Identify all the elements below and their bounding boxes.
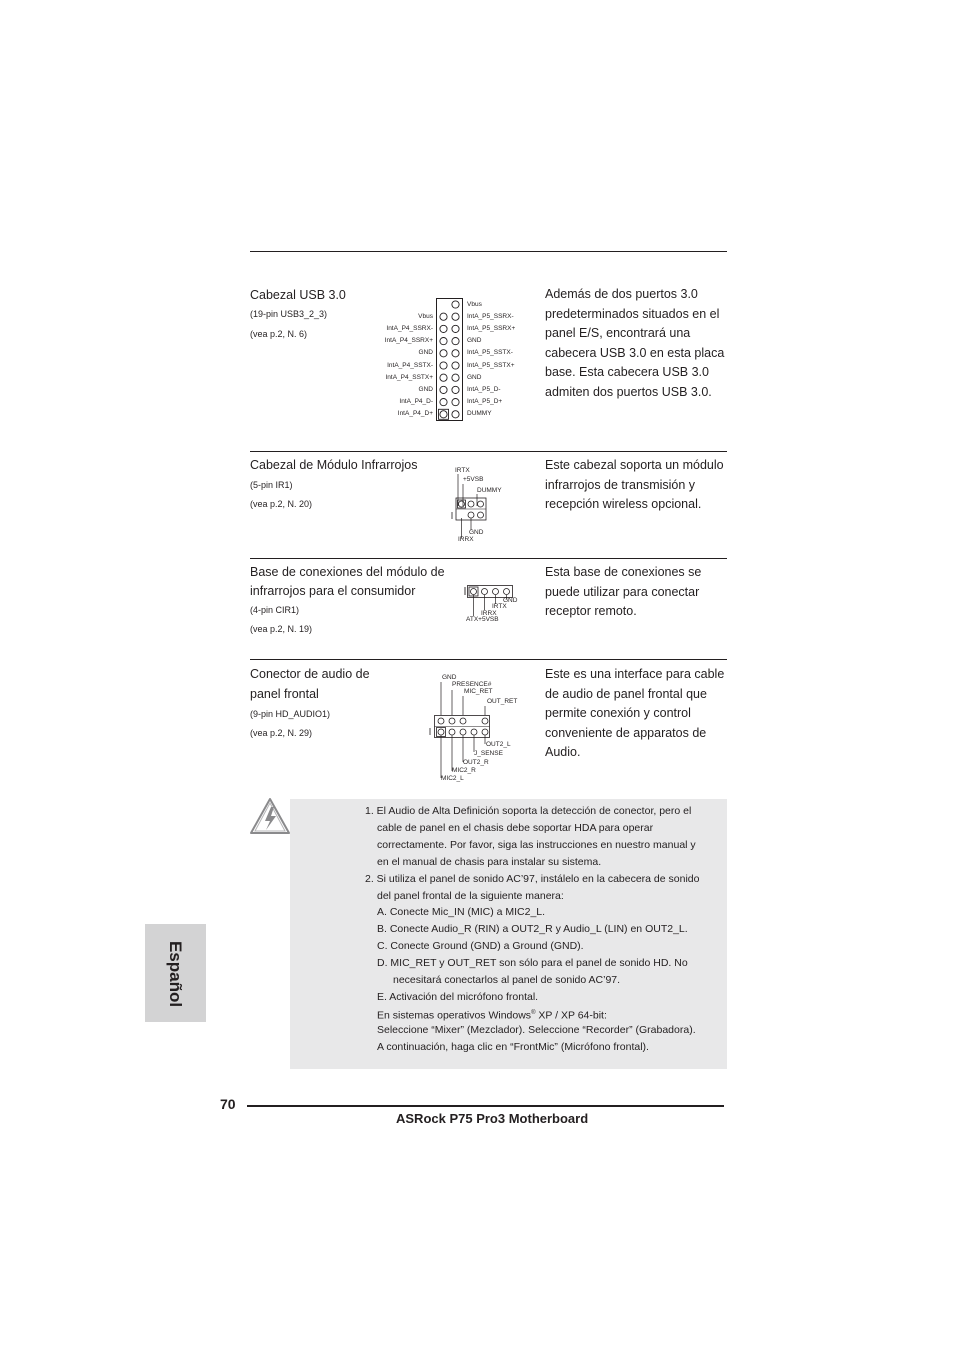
usb30-pins: (19-pin USB3_2_3) <box>250 309 328 319</box>
audio-label-out-ret: OUT_RET <box>487 698 518 705</box>
usb30-left-label: IntA_P4_SSTX+ <box>385 373 433 381</box>
usb30-left-label: IntA_P4_SSRX+ <box>384 337 433 345</box>
note-2-item-b: B. Conecte Audio_R (RIN) a OUT2_R y Audio_L (LIN) en OUT2_L. <box>377 923 688 935</box>
usb30-pin <box>452 350 459 357</box>
usb30-right-label: IntA_P5_SSTX- <box>467 349 513 357</box>
note-select-line: Seleccione “Mixer” (Mezclador). Seleccione “Recorder” (Grabadora). <box>377 1024 696 1036</box>
audio-label-gnd: GND <box>442 674 457 681</box>
note-2-line-2: del panel frontal de la siguiente manera: <box>377 890 564 902</box>
footer-rule <box>247 1105 724 1107</box>
note-1-line-1: 1. El Audio de Alta Definición soporta la detección de conector, pero el <box>365 805 692 817</box>
cir-label-irrx: IRRX <box>481 610 497 617</box>
note-2-item-c: C. Conecte Ground (GND) a Ground (GND). <box>377 940 584 952</box>
cir-title-line2: infrarrojos para el consumidor <box>250 584 416 598</box>
registered-mark: ® <box>531 1010 536 1016</box>
note-2-line-1: 2. Si utiliza el panel de sonido AC’97, instálelo en la cabecera de sonido <box>365 873 700 885</box>
audio-label-out2-r: OUT2_R <box>463 759 489 766</box>
usb30-right-label: GND <box>467 373 482 381</box>
usb30-left-label: GND <box>418 349 433 357</box>
usb30-title: Cabezal USB 3.0 <box>250 288 346 302</box>
usb30-pin <box>452 313 459 320</box>
usb30-pin <box>452 301 459 308</box>
note-2-item-e: E. Activación del micrófono frontal. <box>377 991 539 1003</box>
usb30-left-label: IntA_P4_SSTX- <box>387 361 433 369</box>
cir-description: Esta base de conexiones se puede utilizar para conectar receptor remoto. <box>545 565 702 618</box>
cir-label-atx5vsb: ATX+5VSB <box>466 616 499 623</box>
ir-label-irrx: IRRX <box>458 536 474 543</box>
usb30-pin <box>440 362 447 369</box>
cir-label-irtx: IRTX <box>492 603 507 610</box>
ir-label-irtx: IRTX <box>455 467 470 474</box>
usb30-pin <box>452 325 459 332</box>
section-rule-1 <box>250 451 727 452</box>
usb30-right-label: IntA_P5_SSRX- <box>467 312 514 320</box>
ir-label-gnd: GND <box>469 529 484 536</box>
note-2-item-a: A. Conecte Mic_IN (MIC) a MIC2_L. <box>377 906 546 918</box>
usb30-pin <box>440 386 447 393</box>
audio-title-line2: panel frontal <box>250 687 319 701</box>
ir-pins: (5-pin IR1) <box>250 480 293 490</box>
language-tab-label: Español <box>166 940 185 1008</box>
usb30-right-label: DUMMY <box>467 410 492 418</box>
header-rule <box>250 251 727 252</box>
usb30-pin <box>440 374 447 381</box>
usb30-description: Además de dos puertos 3.0 predeterminados situados en el panel E/S, encontrará una cabecera USB 3.0 en esta placa base. Esta cabecera USB 3.0 admiten dos puertos USB 3.0. <box>545 287 725 399</box>
usb30-pin <box>440 350 447 357</box>
audio-label-mic2-r: MIC2_R <box>452 767 476 774</box>
usb30-ref: (vea p.2, N. 6) <box>250 329 308 339</box>
footer-brand: ASRock P75 Pro3 Motherboard <box>396 1111 589 1126</box>
audio-pins: (9-pin HD_AUDIO1) <box>250 709 331 719</box>
usb30-pin <box>452 411 459 418</box>
note-2-item-d-line-1: D. MIC_RET y OUT_RET son sólo para el panel de sonido HD. No <box>377 957 688 969</box>
audio-label-out2-l: OUT2_L <box>486 741 511 748</box>
usb30-left-label: GND <box>418 385 433 393</box>
note-continue-line: A continuación, haga clic en “FrontMic” (Micrófono frontal). <box>377 1041 649 1053</box>
cir-label-gnd: GND <box>503 597 518 604</box>
ir-label-5vsb: +5VSB <box>463 476 484 483</box>
audio-label-mic-ret: MIC_RET <box>464 688 493 695</box>
usb30-pin <box>452 386 459 393</box>
usb30-left-label: IntA_P4_SSRX- <box>386 324 433 332</box>
note-1-line-2: cable de panel en el chasis debe soportar HDA para operar <box>377 822 654 834</box>
usb30-pin <box>440 325 447 332</box>
usb30-pin <box>452 338 459 345</box>
note-2-item-d-line-2: necesitará conectarlos al panel de sonido AC’97. <box>393 974 621 986</box>
ir-label-dummy: DUMMY <box>477 487 502 494</box>
usb30-right-label: IntA_P5_SSRX+ <box>467 324 516 332</box>
audio-title-line1: Conector de audio de <box>250 667 370 681</box>
audio-label-presence: PRESENCE# <box>452 681 492 688</box>
section-rule-3 <box>250 659 727 660</box>
usb30-pin <box>440 411 447 418</box>
ir-ref: (vea p.2, N. 20) <box>250 499 313 509</box>
usb30-right-label: IntA_P5_D+ <box>467 398 503 406</box>
usb30-right-label: IntA_P5_SSTX+ <box>467 361 515 369</box>
note-1-line-4: en el manual de chasis para instalar su sistema. <box>377 856 602 868</box>
audio-ref: (vea p.2, N. 29) <box>250 728 313 738</box>
cir-pins: (4-pin CIR1) <box>250 605 300 615</box>
audio-label-mic2-l: MIC2_L <box>441 775 464 782</box>
usb30-left-label: Vbus <box>418 312 433 320</box>
usb30-pin <box>452 399 459 406</box>
cir-title-line1: Base de conexiones del módulo de <box>250 565 445 579</box>
usb30-left-label: IntA_P4_D- <box>399 398 433 406</box>
cir-ref: (vea p.2, N. 19) <box>250 624 313 634</box>
usb30-right-label: IntA_P5_D- <box>467 385 501 393</box>
section-rule-2 <box>250 558 727 559</box>
note-windows-post: XP / XP 64-bit: <box>535 1009 607 1022</box>
note-windows-pre: En sistemas operativos Windows <box>377 1009 532 1022</box>
usb30-pin <box>440 338 447 345</box>
usb30-left-label: IntA_P4_D+ <box>397 410 433 418</box>
usb30-header-diagram <box>436 298 464 422</box>
audio-description: Este es una interface para cable de audio de panel frontal que permite conexión y control conveniente de apparatos de Audio. <box>545 667 725 759</box>
usb30-right-label: GND <box>467 337 482 345</box>
page-number: 70 <box>220 1096 236 1112</box>
usb30-pin <box>440 399 447 406</box>
usb30-right-label: Vbus <box>467 300 482 308</box>
usb30-pin <box>440 313 447 320</box>
ir-title: Cabezal de Módulo Infrarrojos <box>250 458 418 472</box>
ir-description: Este cabezal soporta un módulo infrarrojos de transmisión y recepción wireless opcional. <box>545 458 724 511</box>
usb30-pin <box>452 362 459 369</box>
warning-triangle-icon <box>249 797 291 837</box>
usb30-pin <box>452 374 459 381</box>
note-1-line-3: correctamente. Por favor, siga las instrucciones en nuestro manual y <box>377 839 696 851</box>
language-side-tab <box>145 924 206 1022</box>
audio-label-j-sense: J_SENSE <box>474 750 503 757</box>
